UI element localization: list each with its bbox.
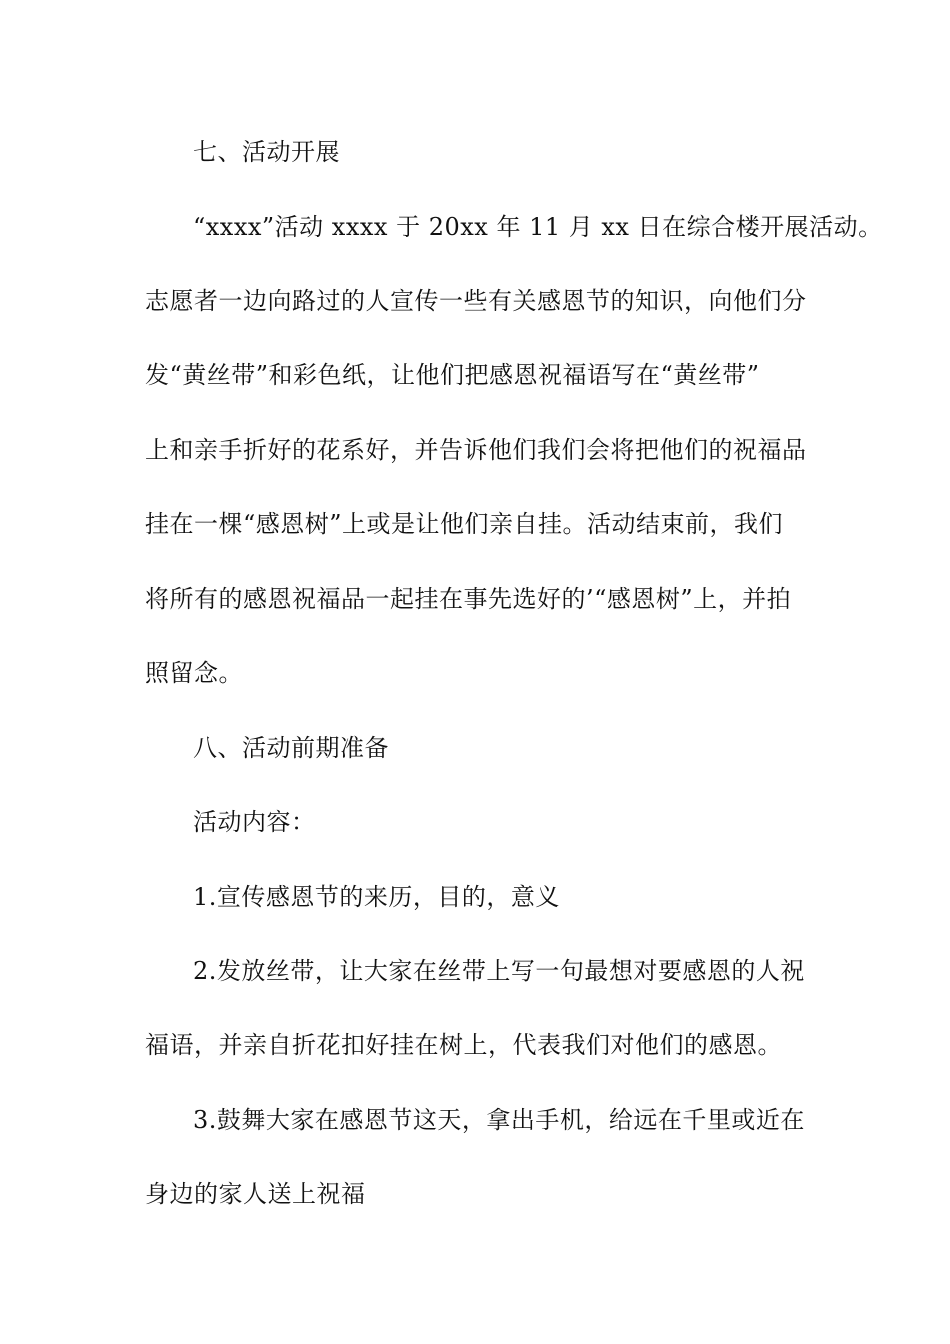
section-heading-activity-execution: 七、活动开展 [193, 138, 340, 166]
list-item: 3.鼓舞大家在感恩节这天，拿出手机，给远在千里或近在 [193, 1106, 805, 1134]
subheading-activity-content: 活动内容： [193, 808, 316, 836]
list-item: 2.发放丝带，让大家在丝带上写一句最想对要感恩的人祝 [193, 957, 805, 985]
paragraph-line: 将所有的感恩祝福品一起挂在事先选好的’“感恩树”上，并拍 [145, 585, 792, 613]
section-heading-preparation: 八、活动前期准备 [193, 734, 389, 762]
paragraph-line: 挂在一棵“感恩树”上或是让他们亲自挂。活动结束前，我们 [145, 510, 784, 538]
paragraph-line: 上和亲手折好的花系好，并告诉他们我们会将把他们的祝福品 [145, 436, 807, 464]
paragraph-line: 志愿者一边向路过的人宣传一些有关感恩节的知识，向他们分 [145, 287, 807, 315]
list-item: 1.宣传感恩节的来历，目的，意义 [193, 883, 560, 911]
paragraph-line: 福语，并亲自折花扣好挂在树上，代表我们对他们的感恩。 [145, 1031, 782, 1059]
paragraph-line: 照留念。 [145, 659, 243, 687]
paragraph-line: 发“黄丝带”和彩色纸，让他们把感恩祝福语写在“黄丝带” [145, 361, 760, 389]
paragraph-line: “xxxx”活动 xxxx 于 20xx 年 11 月 xx 日在综合楼开展活动。 [193, 213, 883, 241]
paragraph-line: 身边的家人送上祝福 [145, 1180, 366, 1208]
